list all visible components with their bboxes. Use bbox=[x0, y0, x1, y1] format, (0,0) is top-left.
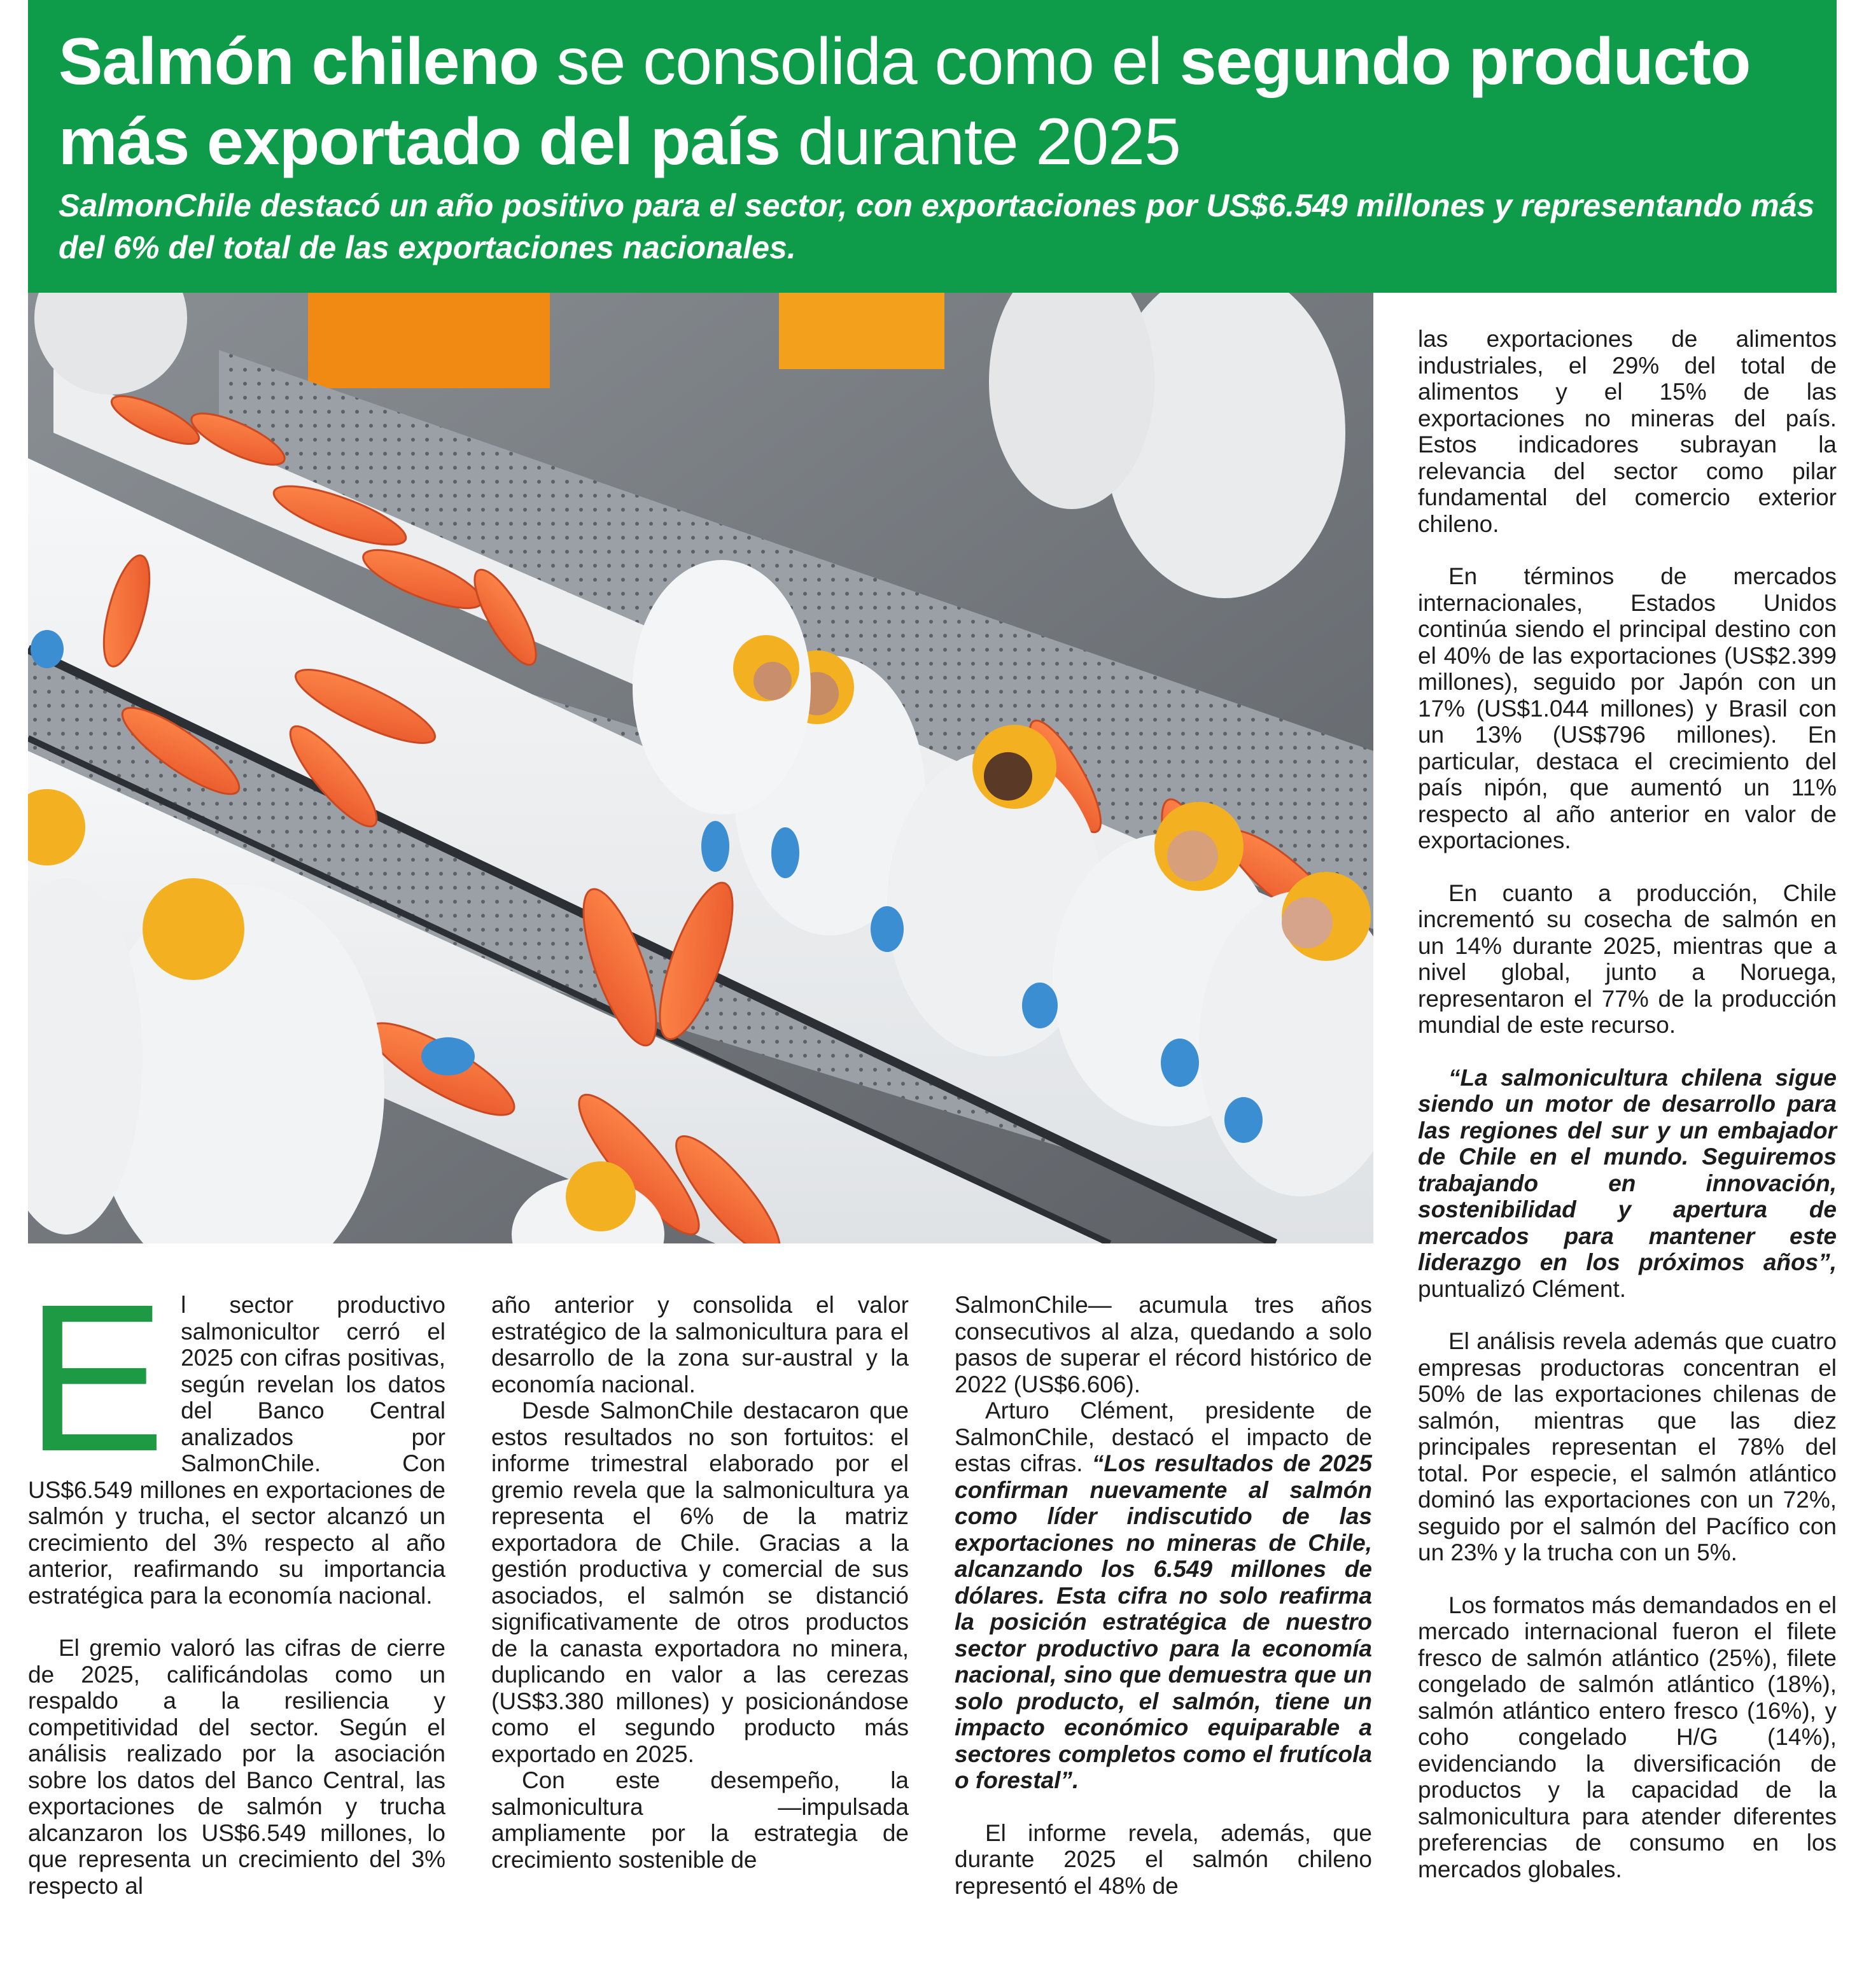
paragraph-text: puntualizó Clément. bbox=[1418, 1275, 1627, 1302]
paragraph: año anterior y consolida el valor estratégico de la salmonicultura para el desarrollo de la zona sur-austral y la economía nacional. bbox=[491, 1292, 909, 1397]
article-column-3 bbox=[955, 1292, 1372, 1899]
paragraph: Desde SalmonChile destacaron que estos resultados no son fortuitos: el informe trimestral elaborado por el gremio revela que la salmonicultura ya representa el 6% de la matriz exportadora de Chile. Gracias a la gestión productiva y comercial de sus asociados, el salmón se distanció significativamente de otros productos de la canasta exportadora no minera, duplicando en valor a las cerezas (US$3.380 millones) y posicionándose como el segundo producto más exportado en 2025. bbox=[491, 1397, 909, 1767]
paragraph-with-quote bbox=[955, 1397, 1372, 1794]
paragraph: El informe revela, además, que durante 2025 el salmón chileno representó el 48% de bbox=[955, 1819, 1372, 1899]
paragraph: En cuanto a producción, Chile incrementó su cosecha de salmón en un 14% durante 2025, mientras que a nivel global, junto a Noruega, representaron el 77% de la producción mundial de este recurso. bbox=[1418, 879, 1837, 1038]
article-column-2 bbox=[491, 1292, 909, 1873]
drop-cap: E bbox=[25, 1260, 166, 1495]
paragraph-with-quote bbox=[1418, 1065, 1837, 1303]
pull-quote: “Los resultados de 2025 confirman nuevamente al salmón como líder indiscutido de las exportaciones no mineras de Chile, alcanzando los 6.549 millones de dólares. Esta cifra no solo reafirma la posición estratégica de nuestro sector productivo para la economía nacional, sino que demuestra que un solo producto, el salmón, tiene un impacto económico equiparable a sectores completos como el frutícola o forestal”. bbox=[955, 1450, 1372, 1793]
paragraph: El gremio valoró las cifras de cierre de 2025, calificándolas como un respaldo a la resiliencia y competitividad del sector. Según el análisis realizado por la asociación sobre los datos del Banco Central, las exportaciones de salmón y trucha alcanzaron los US$6.549 millones, lo que representa un crecimiento del 3% respecto al bbox=[28, 1635, 445, 1899]
photo-illustration bbox=[28, 293, 1373, 1243]
headline-part3: segundo producto más exportado del país bbox=[59, 25, 1751, 179]
paragraph: El análisis revela además que cuatro empresas productoras concentran el 50% de las exportaciones chilenas de salmón, mientras que las diez principales representan el 78% del total. Por especie, el salmón atlántico dominó las exportaciones con un 72%, seguido por el salmón del Pacífico con un 23% y la trucha con un 5%. bbox=[1418, 1328, 1837, 1565]
paragraph: SalmonChile— acumula tres años consecutivos al alza, quedando a solo pasos de superar el récord histórico de 2022 (US$6.606). bbox=[955, 1292, 1372, 1397]
headline bbox=[59, 22, 1828, 182]
paragraph: l sector productivo salmonicultor cerró el 2025 con cifras positivas, según revelan los datos del Banco Central analizados por SalmonChile. Con US$6.549 millones en exportaciones de salmón y trucha, el sector alcanzó un crecimiento del 3% respecto al año anterior, reafirmando su importancia estratégica para la economía nacional. bbox=[28, 1292, 445, 1609]
pull-quote: “La salmonicultura chilena sigue siendo un motor de desarrollo para las regiones del sur y un embajador de Chile en el mundo. Seguiremos trabajando en innovación, sostenibilidad y apertura de mercados para mantener este liderazgo en los próximos años”, bbox=[1418, 1064, 1837, 1275]
paragraph: Con este desempeño, la salmonicultura —impulsada ampliamente por la estrategia de crecimiento sostenible de bbox=[491, 1767, 909, 1873]
paragraph: las exportaciones de alimentos industriales, el 29% del total de alimentos y el 15% de las exportaciones no mineras del país. Estos indicadores subrayan la relevancia del sector como pilar fundamental del comercio exterior chileno. bbox=[1418, 326, 1837, 537]
salmon-processing-line-photo bbox=[28, 293, 1373, 1243]
headline-part2: se consolida como el bbox=[538, 25, 1180, 99]
article-column-1 bbox=[25, 1260, 445, 1899]
headline-part4: durante 2025 bbox=[780, 105, 1181, 179]
subheadline: SalmonChile destacó un año positivo para el sector, con exportaciones por US$6.549 millones y representando más del 6% del total de las exportaciones nacionales. bbox=[59, 188, 1815, 265]
paragraph-text: Arturo Clément, presidente de SalmonChile, destacó el impacto de estas cifras. bbox=[955, 1397, 1372, 1476]
article-column-4 bbox=[1418, 326, 1837, 1882]
paragraph: En términos de mercados internacionales, Estados Unidos continúa siendo el principal destino con el 40% de las exportaciones (US$2.399 millones), seguido por Japón con un 17% (US$1.044 millones) y Brasil con un 13% (US$796 millones). En particular, destaca el crecimiento del país nipón, que aumentó un 11% respecto al año anterior en valor de exportaciones. bbox=[1418, 563, 1837, 853]
headline-part1: Salmón chileno bbox=[59, 25, 539, 99]
header-banner bbox=[28, 0, 1837, 293]
paragraph: Los formatos más demandados en el mercado internacional fueron el filete fresco de salmón atlántico (25%), filete congelado de salmón atlántico (18%), salmón atlántico entero fresco (16%), y coho congelado H/G (14%), evidenciando la diversificación de productos y la capacidad de la salmonicultura para atender diferentes preferencias de consumo en los mercados globales. bbox=[1418, 1592, 1837, 1882]
